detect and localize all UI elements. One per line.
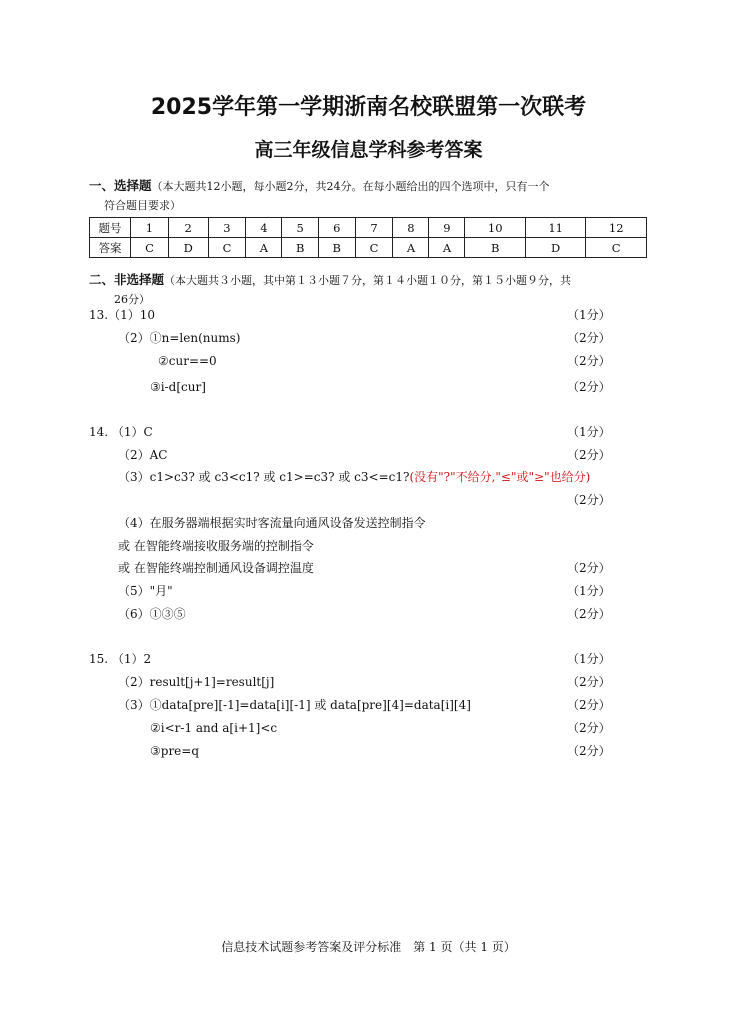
table-cell: C [586, 238, 647, 258]
q13-score3: （2分） [567, 354, 611, 368]
q14-line1: 14. （1）C [89, 425, 153, 439]
table-row-answers [90, 238, 647, 258]
table-cell: 9 [429, 218, 465, 238]
q13-line1: 13.（1）10 [89, 308, 155, 322]
q15-line3: （3）①data[pre][-1]=data[i][-1] 或 data[pre][4]=data[i][4] [118, 698, 471, 712]
page-title: 2025学年第一学期浙南名校联盟第一次联考 [150, 95, 587, 120]
table-cell: B [318, 238, 355, 258]
q13-line4: ③i-d[cur] [150, 380, 206, 394]
section1-lead: 一、选择题 [89, 178, 152, 193]
table-cell: D [168, 238, 208, 258]
page-subtitle: 高三年级信息学科参考答案 [254, 139, 483, 161]
q14-score1: （1分） [567, 425, 611, 439]
q14-line7: （5）"月" [118, 584, 173, 598]
table-cell: C [355, 238, 393, 258]
q13-score4: （2分） [567, 380, 611, 394]
table-cell: A [246, 238, 282, 258]
section2-lead: 二、非选择题 [89, 272, 165, 287]
answer-table [89, 217, 647, 258]
section2-heading [89, 271, 689, 309]
section1-note2: 符合题目要求） [104, 199, 181, 212]
table-cell: C [131, 238, 169, 258]
page-footer: 信息技术试题参考答案及评分标准 第 1 页（共 1 页） [221, 940, 516, 954]
q15-line4: ②i<r-1 and a[i+1]<c [150, 721, 278, 735]
q14-line3-red-note: (没有"?"不给分,"≤"或"≥"也给分) [409, 470, 591, 484]
section1-heading [89, 177, 689, 215]
q14-line8: （6）①③⑤ [118, 607, 186, 621]
table-cell: 12 [586, 218, 647, 238]
table-cell: 6 [318, 218, 355, 238]
q14-score2: （2分） [567, 448, 611, 462]
q14-line3 [118, 468, 590, 486]
q14-line5: 或 在智能终端接收服务端的控制指令 [118, 539, 314, 553]
q15-line2: （2）result[j+1]=result[j] [118, 675, 275, 689]
table-cell: 10 [465, 218, 525, 238]
table-cell: 4 [246, 218, 282, 238]
q15-score5: （2分） [567, 744, 611, 758]
q15-score1: （1分） [567, 652, 611, 666]
section2-note2: 26分） [114, 293, 150, 306]
q14-line6: 或 在智能终端控制通风设备调控温度 [118, 561, 314, 575]
q14-line2: （2）AC [118, 448, 168, 462]
q14-line3-text: （3）c1>c3? 或 c3<c1? 或 c1>=c3? 或 c3<=c1? [118, 470, 410, 484]
table-cell: 3 [208, 218, 246, 238]
q15-line5: ③pre=q [150, 744, 200, 758]
q13-score2: （2分） [567, 331, 611, 345]
table-cell: C [208, 238, 246, 258]
table-cell: 8 [393, 218, 429, 238]
table-cell: B [465, 238, 525, 258]
table-header-cell: 题号 [90, 218, 131, 238]
section2-note: （本大题共３小题，其中第１３小题７分，第１４小题１０分，第１５小题９分，共 [164, 274, 572, 287]
table-cell: 11 [525, 218, 585, 238]
q13-line2: （2）①n=len(nums) [118, 331, 241, 345]
q14-score6: （2分） [567, 561, 611, 575]
table-cell: 1 [131, 218, 169, 238]
q15-score4: （2分） [567, 721, 611, 735]
table-cell: D [525, 238, 585, 258]
q14-score8: （2分） [567, 607, 611, 621]
table-cell: B [282, 238, 319, 258]
q15-line1: 15. （1）2 [89, 652, 152, 666]
q14-line4: （4）在服务器端根据实时客流量向通风设备发送控制指令 [118, 516, 426, 530]
table-cell: A [429, 238, 465, 258]
table-header-cell: 答案 [90, 238, 131, 258]
q13-score1: （1分） [567, 308, 611, 322]
q15-score3: （2分） [567, 698, 611, 712]
table-row-numbers [90, 218, 647, 238]
q15-score2: （2分） [567, 675, 611, 689]
section1-note: （本大题共12小题，每小题2分，共24分。在每小题给出的四个选项中，只有一个 [151, 180, 550, 193]
table-cell: A [393, 238, 429, 258]
q14-score3: （2分） [567, 493, 611, 507]
q13-line3: ②cur==0 [158, 354, 217, 368]
table-cell: 2 [168, 218, 208, 238]
q14-score7: （1分） [567, 584, 611, 598]
table-cell: 7 [355, 218, 393, 238]
table-cell: 5 [282, 218, 319, 238]
